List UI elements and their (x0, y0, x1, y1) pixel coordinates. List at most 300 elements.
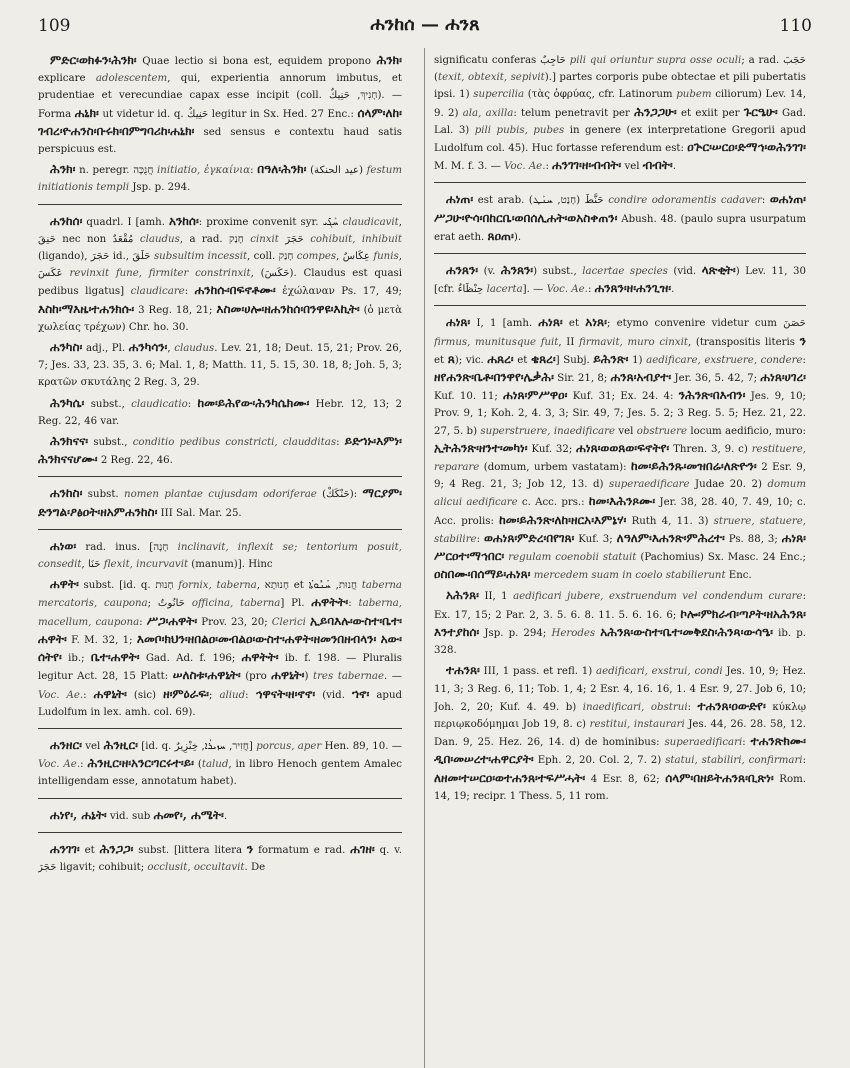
latin-gloss: tres tabernae (312, 671, 384, 683)
entry-text: (vid. (667, 266, 702, 278)
latin-gloss: funis (373, 251, 399, 263)
latin-gloss: taberna, macellum, caupona (38, 598, 402, 628)
latin-gloss: regulam coenobii statuit (508, 552, 637, 564)
dictionary-entry (38, 538, 402, 573)
entry-text: III, 1 pass. et refl. 1) (479, 666, 597, 678)
entry-text: I, 1 [amh. (470, 318, 539, 330)
entry-text: quadrl. I [amh. (82, 216, 169, 228)
headword: ብብት፡ (642, 158, 673, 173)
entry-text: rad. inus. [חָנָה (76, 541, 178, 553)
entry-text: locum aedificio, muro: (687, 425, 806, 437)
entry-text: , حَنِقَ nec non مُقْعَدٌ (38, 216, 402, 245)
dictionary-entry (434, 52, 806, 175)
entry-text: Jer. 36, 5. 42, 7; (671, 373, 761, 385)
entry-text: (ὁ μετὰ χωλείας τρέχων) Chr. ho. 30. (38, 304, 402, 333)
headword: ሐኒክ፡ (74, 105, 99, 120)
headword: ከመ፡ይሕየው፡ሕንካሴክሙ፡ (197, 395, 310, 410)
latin-gloss: adolescentem (95, 73, 168, 85)
entry-text: Gad. Lal. 3) (434, 107, 806, 136)
dictionary-entry (38, 161, 402, 196)
entry-text: subst., (84, 398, 132, 410)
entry-text: Eph. 2, 20. Col. 2, 7. 2) (533, 755, 666, 767)
dictionary-entry (38, 213, 402, 336)
latin-gloss: domum alicui aedificare (434, 479, 806, 509)
headword: ሕንዚር፡ዘ፡አንር፡ገርሩተ፡ይ፡ (87, 756, 194, 771)
latin-gloss: subsultim incessit (153, 251, 248, 263)
headword: ሕንጋጋ፡ (99, 841, 134, 856)
entry-text: Ruth 4, 11. 3) (626, 515, 714, 527)
entry-text: significatu conferas حَاجِبٌ (434, 55, 570, 66)
headword: ጉርዔሁ፡ (743, 104, 778, 119)
headword: ላጽቂት፡ (701, 263, 736, 278)
column-divider (424, 48, 425, 1068)
entry-text: Enc. (725, 570, 752, 582)
latin-gloss: porcus, aper (256, 740, 322, 752)
entry-text: Prov. 23, 20; (197, 616, 272, 628)
latin-gloss: talud (201, 759, 229, 771)
entry-text: (ligando), حَجَرَ id., حَلَقَ (38, 251, 154, 263)
entry-text: et (562, 318, 586, 330)
latin-gloss: firmavit, muro cinxit (579, 336, 688, 348)
headword: ቤተ፡ሐዋት፡ (90, 650, 140, 665)
entry-separator (38, 728, 402, 729)
dictionary-entry (38, 737, 402, 791)
headword: ሐዋትት፡ (241, 650, 279, 665)
entry-text: ciliorum) Lev. 14, 9. 2) (434, 89, 806, 119)
entry-text: ἐχώλαναν Ps. 17, 49; (275, 286, 402, 298)
headword: ሕንዚር፡ (103, 737, 138, 752)
latin-gloss: nomen plantae cujusdam odoriferae (124, 489, 317, 501)
entry-text: , (167, 343, 175, 355)
entry-text: : Ex. 17, 15; 2 Par. 2, 3. 5. 6. 8. 11. 5. 6. 16. 6; (434, 591, 806, 621)
entry-text: ] Subj. (555, 354, 594, 366)
dictionary-entry (434, 262, 806, 298)
headword: ማርያም፡ድንግል፡ዖፅዐት፡ዘአምሐንከስ፡ (38, 486, 402, 519)
latin-gloss: claudus (139, 233, 180, 245)
dictionary-entry (38, 485, 402, 521)
headword: ከመ፡ይሕንጽ፡ለከ፡ዘርአ፡እምኔሃ፡ (499, 512, 627, 527)
entry-text: Abush. 48. (paulo supra usurpatum erat aeth. (434, 213, 806, 243)
dictionary-entry (38, 395, 402, 430)
entry-text: (v. (478, 266, 501, 278)
entry-text: ib. p. 328. (434, 627, 806, 657)
entry-text: Jer. 38, 28. 40, 7. 49, 10; c. Acc. prolis: (434, 497, 806, 527)
entry-text: [id. q. חֲזִיר, ܚܙܝܪܳܐ, خِنْزِيرٌ] (137, 740, 257, 752)
entry-text: , عَكَسَ (38, 251, 402, 280)
headword: ከመ፡እሕንጾሙ፡ (588, 494, 656, 509)
dictionary-entry (38, 433, 402, 469)
latin-gloss: texit, obtexit, sepivit (437, 72, 545, 84)
latin-gloss: Voc. Ae. (38, 759, 81, 771)
entry-separator (38, 832, 402, 833)
entry-text: ib. f. 198. — Pluralis legitur Act. 28, 15 Platt: (38, 653, 402, 683)
headword: ሰላም፡በዘይትሐንጸ፡ቢጽነ፡ (665, 770, 774, 785)
headword: ሐነጸ፡ሥርዐተ፡ማኅበር፡ (434, 530, 806, 564)
entry-text: et exiit per (676, 107, 744, 119)
headword: ሐዋኒት፡ (93, 686, 127, 701)
entry-text: (pro (240, 671, 272, 683)
entry-separator (38, 798, 402, 799)
entry-text: subst. (82, 489, 125, 501)
entry-text: ) (304, 671, 313, 683)
entry-text: . Lev. 21, 18; Deut. 15, 21; Prov. 26, 7; Jes. 33, 23. 35, 3. 6; Mal. 1, 8; Matth. 11, 5. 15, 30. 18, 8; Joh. 5, 3; κρατῶν σκυτάλης 2 Reg. 3, 29. (38, 343, 402, 389)
headword: ኢትሕንጽ፡ዘንተ፡መካነ፡ (434, 440, 528, 455)
entry-text: Kuf. 3; (574, 533, 617, 545)
entry-text: subst. [littera litera (133, 844, 247, 856)
headword: ሐገዘ፡ (350, 841, 375, 856)
headword: ለዘመ፡ተሠርዐ፡ወተሐንጸ፡ተፍሥሓት፡ (434, 770, 586, 785)
headword: ጸ (447, 351, 455, 366)
entry-text: : telum penetravit per (513, 107, 635, 119)
dictionary-entry (434, 191, 806, 246)
headword: ተሐንጸ፡ (446, 663, 480, 678)
headword: ሐነጸ፡ (538, 315, 563, 330)
entry-text: 1) (628, 354, 647, 366)
latin-gloss: claudus (174, 343, 215, 355)
entry-text: et (513, 354, 532, 366)
dictionary-entry (434, 587, 806, 659)
entry-text: : (83, 689, 94, 701)
headword: ሐዋት፡ (50, 577, 79, 592)
headword: እስከ፡ማእዜ፡ተሐንክሱ፡ (38, 301, 135, 316)
entry-text: Jes. 10, 9; Hez. 11, 3; 3 Reg. 6, 11; Tob. 1, 4; 2 Esr. 4, 16. 16, 1. 4 Esr. 9, 27. Job 6, 10; Joh. 2, 20; Kuf. 4. 49. b) (434, 666, 806, 713)
latin-gloss: restitui, instaurari (589, 718, 685, 730)
headword: ወሐነጸ፡ምድረ፡በየገጸ፡ (483, 530, 575, 545)
headword: ዘ፡ምዕራፍ፡ (163, 686, 209, 701)
entry-text: 2 Esr. 9, 9; 4 Reg. 21, 3; Job 12, 13. d) (434, 462, 806, 491)
entry-text: , חָנוּתָא et חֲנוּת, ܚܳܢܽܘܬܳܐ (256, 580, 362, 592)
entry-text: : (802, 354, 806, 366)
entry-text: q. v. حَجَرَ ligavit; cohibuit; (38, 844, 402, 873)
latin-gloss: Herodes (551, 627, 596, 639)
entry-text: ut videtur id. q. حَنِيكٌ legitur in Sx. Hed. 27 Enc.: (98, 108, 358, 120)
entry-text: , a rad. חָנַק (179, 233, 251, 245)
page-number-left: 109 (38, 16, 71, 36)
entry-text: : (184, 286, 195, 298)
latin-gloss: revinxit fune, firmiter constrinxit (69, 268, 251, 280)
entry-text: ; etymo convenire videtur cum حَصَنَ (606, 318, 806, 330)
headword: ምድር፡ወክፉን፡ሕንክ፡ (50, 53, 137, 67)
latin-gloss: lacerta (486, 284, 523, 296)
latin-gloss: claudicatio (131, 398, 188, 410)
latin-gloss: claudicare (130, 286, 185, 298)
latin-gloss: aedificari, exstrui, condi (596, 666, 723, 678)
latin-gloss: mercedem suam in coelo stabilierunt (533, 570, 726, 582)
headword: ን (799, 333, 806, 348)
entry-separator (434, 305, 806, 306)
headword: ሐንዘር፡ (50, 737, 82, 752)
headword: ሐንከስ፡ (50, 486, 83, 501)
entry-text: c. Acc. prs.: (517, 497, 589, 509)
latin-gloss: taberna mercatoris, caupona (38, 580, 402, 610)
entry-text: adj., Pl. (82, 343, 129, 355)
entry-text: Jsp. p. 294. (129, 182, 191, 194)
latin-gloss: cohibuit, inhibuit (310, 233, 402, 245)
entry-text: n. peregr. חֲנֻכָּה (75, 165, 158, 177)
entry-text: ] Pl. (280, 598, 312, 610)
entry-text: . (223, 810, 228, 822)
entry-text: explicare (38, 73, 96, 85)
entry-text: : (336, 437, 345, 449)
latin-gloss: inaedificari, obstrui (582, 701, 688, 713)
entry-text: Ps. 88, 3; (724, 533, 782, 545)
headword: ሕንክ፡ (376, 53, 402, 67)
headword: ኮሎ፡ምክራብ፡ጣዖት፡ዘአሕንጸ፡እንተያከሰ፡ (434, 606, 806, 639)
dictionary-entry (38, 576, 402, 721)
entry-text: III Sal. Mar. 25. (157, 507, 242, 519)
entry-text: sed sensus e contextu haud satis perspicuus est. (38, 126, 402, 156)
headword: ዐጕር፡ሠርዐ፡ድማኅ፡ወሕንገገ፡ (687, 140, 806, 155)
headword: ሕንጸን፡ (500, 263, 534, 278)
entry-text: vid. sub (106, 810, 154, 822)
dictionary-entry (38, 807, 402, 825)
latin-gloss: aedificare, exstruere, condere (646, 354, 803, 366)
entry-text: Rom. 14, 19; recipr. 1 Thess. 5, 11 rom. (434, 773, 806, 802)
headword: አሕንጸ፡ (446, 588, 480, 603)
entry-text: ( (193, 759, 202, 771)
headword: ሐንገገ፡ዘ፡ብብት፡ (552, 158, 622, 173)
entry-text: Quae lectio si bona est, equidem propono (136, 56, 377, 67)
entry-text: : (139, 616, 147, 628)
entry-text: حَجَرَ (278, 233, 311, 245)
latin-gloss: conditio pedibus constricti, claudditas (132, 437, 337, 449)
dictionary-entry (434, 662, 806, 805)
page-header (38, 14, 812, 44)
latin-gloss: cinxit (250, 233, 279, 245)
headword: ዘየሐንጽ፡ቤቶ፡በንዋየ፡ሌቃሕ፡ (434, 370, 554, 385)
entry-text: II, 1 (479, 591, 514, 603)
entry-separator (38, 529, 402, 530)
entry-text: (τὰς ὀφρύας, cfr. Latinorum (524, 89, 677, 101)
headword: ይሕንጽ፡ (593, 351, 629, 366)
latin-gloss: Clerici (271, 616, 306, 628)
headword: ሕንክ፡ (50, 162, 76, 177)
entry-text: vel (615, 425, 637, 437)
left-column (38, 52, 402, 1064)
latin-gloss: officina, taberna (191, 598, 281, 610)
entry-text: Hebr. 12, 13; 2 Reg. 22, 46 var. (38, 398, 402, 427)
headword: ሕንካሴ፡ (50, 395, 85, 410)
entry-text: et (434, 354, 448, 366)
entry-text: , (حَكَسَ). Claudus est quasi pedibus ligatus] (38, 268, 402, 298)
headword: ሐነጸ፡ወወጸወ፡ፍኖትየ፡ (576, 440, 670, 455)
entry-text: : (545, 161, 553, 173)
entry-separator (38, 204, 402, 205)
latin-gloss: festum initiationis templi (38, 165, 402, 194)
entry-text: ) Lev. 11, 30 [cfr. حِنْظَاءٌ (434, 266, 806, 296)
entry-text: : (802, 755, 806, 767)
entry-text: Sir. 21, 8; (553, 373, 611, 385)
headword: ሐነጸ፡ምሥዋዐ፡ (503, 388, 568, 403)
headword: ን (246, 841, 254, 856)
latin-gloss: superaedificare (608, 479, 690, 491)
latin-gloss: superstruere, inaedificare (480, 425, 615, 437)
entry-text: formatum e rad. (253, 844, 351, 856)
latin-gloss: firmus, munitusque fuit (434, 336, 559, 348)
latin-gloss: compes (296, 251, 337, 263)
latin-gloss: condire odoramentis cadaver (608, 195, 762, 207)
entry-text: , حَنَا (81, 559, 104, 571)
headword: ኅዋናት፡ዘ፡ኖኖ፡ (255, 686, 316, 701)
entry-separator (38, 476, 402, 477)
entry-text: : (80, 759, 88, 771)
headword: ሐንጸ፡አብያተ፡ (610, 370, 672, 385)
entry-text: Jes. 9, 10; Prov. 9, 1; Koh. 2, 4. 3, 3; Sir. 49, 7; Jes. 5. 2; 3 Reg. 5. 5; Hez. 21, 22. 27, 5. b) (434, 391, 806, 437)
latin-gloss: occlusit, occultavit (147, 861, 245, 873)
headword: ኀኖ፡ (352, 686, 370, 701)
headword: ሐንካስ፡ (50, 340, 83, 355)
entry-text: (manum)]. Hinc (188, 559, 273, 571)
entry-text: : (587, 284, 595, 296)
dictionary-entry (38, 841, 402, 876)
entry-separator (434, 182, 806, 183)
latin-gloss: inclinavit, inflexit se; tentorium posuit, consedit (38, 541, 402, 571)
entry-text: , qui, experientia annorum imbutus, et prudentiae et verecundiae capax esse incipit (coll. חָנִיךְ, حَنِيكٌ). — Forma (38, 73, 402, 120)
latin-gloss: Voc. Ae. (504, 161, 546, 173)
headword: ሐንከሱ፡በፍኖቶሙ፡ (194, 283, 276, 298)
entry-text: , (transpositis literis (687, 336, 800, 348)
headword: እመቦ፡ክህን፡ዘበልዐ፡መብልዐ፡ውስተ፡ሐዋት፡ዘመንበዘብላን፡ (136, 631, 377, 646)
entry-text: : proxime convenit syr. ܚܰܓܺܝ (198, 216, 343, 228)
latin-gloss: lacertae species (582, 266, 668, 278)
entry-text: : (761, 195, 770, 207)
entry-text: Jes. 44, 26. 28. 58, 12. Dan. 9, 25. Hez. 26, 14. d) de hominibus: (434, 718, 806, 749)
running-title: ሐንከሰ — ሐንጸ (370, 14, 480, 35)
headword: ሐንከሰ፡ (50, 213, 83, 228)
latin-gloss: superaedificari (664, 737, 743, 749)
headword: በዓለ፡ሕንክ፡ (257, 162, 307, 177)
entry-text: est arab. حَنَّطَ (חָנַט, ܚܢܰܛ) (473, 195, 609, 207)
headword: ወሐነጠ፡ሥጋሁ፡ዮሳ፡በከርቤ፡ወበሰሊሐት፡ወአስቀጠን፡ (434, 192, 806, 225)
entry-text: ; a rad. حَجَبَ ( (434, 55, 806, 84)
headword: ሕንጋጋሁ፡ (634, 104, 677, 119)
headword: ሠለስቱ፡ሐዋኒት፡ (172, 668, 241, 683)
headword: ሐዋኒት፡ (271, 668, 305, 683)
entry-text: Gad. Ad. f. 196; (139, 653, 242, 665)
headword: አነጸ፡ (585, 315, 607, 330)
latin-gloss: statui, stabiliri, confirmari (665, 755, 803, 767)
headword: ሐንጸን፡ዘ፡ሐንጊዝ፡ (594, 281, 672, 296)
entry-text: κύκλῳ περιῳκοδόμημαι Job 19, 8. c) (434, 701, 806, 730)
dictionary-entry (434, 314, 806, 584)
headword: ሐነየ፡, ሐኔት፡ (50, 807, 107, 822)
headword: ሐንጸን፡ (446, 263, 479, 278)
headword: ሐንገገ፡ (50, 841, 80, 856)
headword: ሥጋ፡ሐዋት፡ (146, 613, 198, 628)
entry-text: vel (621, 161, 643, 173)
latin-gloss: Voc. Ae. (38, 689, 84, 701)
headword: ሐነወ፡ (50, 538, 77, 553)
latin-gloss: ala, axilla (462, 107, 514, 119)
latin-gloss: struere, statuere, stabilire (434, 515, 806, 545)
entry-text: Hen. 89, 10. — (321, 740, 402, 752)
entry-text: (Pachomius) Sx. Masc. 24 Enc.; (636, 552, 806, 564)
latin-gloss: Voc. Ae. (546, 284, 588, 296)
latin-gloss: pili qui oriuntur supra osse oculi (569, 55, 742, 66)
entry-text: (sic) (126, 689, 164, 701)
entry-text: ) subst., (533, 266, 583, 278)
entry-text: Judae 20. 2) (689, 479, 768, 491)
headword: ተሐንጽክሙ፡ዲበ፡መሠረተ፡ሐዋርያት፡ (434, 734, 806, 767)
entry-text: 2 Reg. 22, 46. (97, 455, 173, 467)
headword: ንሕንጽ፡በእብን፡ (678, 388, 746, 403)
latin-gloss: obstruere (636, 425, 688, 437)
entry-text: ; حَانُوتٌ (147, 598, 192, 610)
latin-gloss: initiatio, ἐγκαίνια (157, 165, 251, 177)
headword: ሐመየ፡, ሐሜት፡ (153, 807, 224, 822)
entry-text: ).] partes corporis pube obtectae et pili pubertatis ipsi. 1) (434, 72, 806, 101)
headword: ጸዐጠ፡ (487, 228, 514, 243)
entry-text: : (687, 701, 698, 713)
headword: ኢይባእሉ፡ውስተ፡ቤተ፡ሐዋት፡ (38, 613, 402, 646)
entry-text: . De (244, 861, 266, 873)
headword: ሐንካሳን፡ (128, 340, 168, 355)
headword: ሰላም፡ለከ፡ገብረ፡ዮሐንስ፡ቡሩክ፡በምግባሪከ፡ሐኒክ፡ (38, 105, 402, 138)
entry-text: Jsp. p. 294; (479, 627, 552, 639)
headword: ሕንክናና፡ (50, 434, 89, 449)
entry-text: ; (208, 689, 220, 701)
latin-gloss: restituere, reparare (434, 443, 806, 474)
entry-text: subst. [id. q. חָנוּת (78, 580, 179, 592)
entry-text: . — (384, 671, 402, 683)
headword: ሐነጸ፡ሀገረ፡ (760, 370, 806, 385)
entry-text: . (671, 284, 675, 296)
entry-text: in genere (ex interpretatione Gregorii apud Ludolfum col. 45). Huc fortasse referendum est: (434, 124, 806, 155)
latin-gloss: flexit, incurvavit (103, 559, 189, 571)
entry-text: ). (513, 231, 522, 243)
entry-text: : (742, 737, 751, 749)
headword: ሐዋትት፡ (311, 595, 349, 610)
headword: ሐነጠ፡ (446, 192, 474, 207)
entry-text: : (348, 598, 359, 610)
entry-text: . (672, 161, 676, 173)
entry-text: et (79, 844, 100, 856)
latin-gloss: pili pubis, pubes (474, 124, 565, 136)
latin-gloss: pubem (676, 89, 712, 101)
entry-text: apud Ludolfum in lex. amh. col. 69). (38, 689, 402, 718)
entry-text: F. M. 32, 1; (66, 634, 137, 646)
entry-text: , coll. חָנַק (247, 251, 297, 263)
entry-text: : (245, 689, 256, 701)
dictionary-entry (38, 52, 402, 158)
entry-text: : (187, 398, 198, 410)
headword: እስመ፡ሀሎ፡ዘሐንከሰ፡በንዋዩ፡እኪት፡ (216, 301, 360, 316)
entry-text: (domum, urbem vastatam): (479, 462, 632, 474)
headword: ከመ፡ይሕንጹ፡መዝበሬ፡ለጽዮን፡ (631, 459, 757, 474)
latin-gloss: fornix, taberna (178, 580, 257, 592)
headword: ተሐንጸ፡ዐውድየ፡ (697, 698, 766, 713)
entry-text: , عِكَاسٌ (336, 251, 374, 263)
entry-text: Thren. 3, 9. c) (669, 443, 752, 455)
entry-text: M. M. f. 3. — (434, 161, 505, 173)
headword: ለዓለም፡እሐንጽ፡ምሕረተ፡ (616, 530, 725, 545)
dictionary-entry (38, 339, 402, 392)
entry-text: 3 Reg. 18, 21; (134, 304, 217, 316)
entry-text: , II (558, 336, 580, 348)
headword: አሕንጸ፡ውስተ፡ቤተ፡መቅደስ፡ሕንጻ፡ውሳዔ፡ (600, 624, 773, 639)
entry-text: subst., (88, 437, 133, 449)
headword: ይድኀኑ፡እምነ፡ሕንክናናሆሙ፡ (38, 434, 402, 467)
latin-gloss: supercilia (473, 89, 525, 101)
entry-text: Kuf. 10. 11; (434, 391, 504, 403)
headword: ሐጸረ፡ (487, 351, 514, 366)
entry-text: (عيد الحنكة) (306, 165, 367, 177)
entry-separator (434, 253, 806, 254)
entry-text: 4 Esr. 8, 62; (585, 773, 666, 785)
headword: ሐነጸ፡ (446, 315, 471, 330)
entry-text: Kuf. 32; (527, 443, 577, 455)
entry-text: : (250, 165, 258, 177)
